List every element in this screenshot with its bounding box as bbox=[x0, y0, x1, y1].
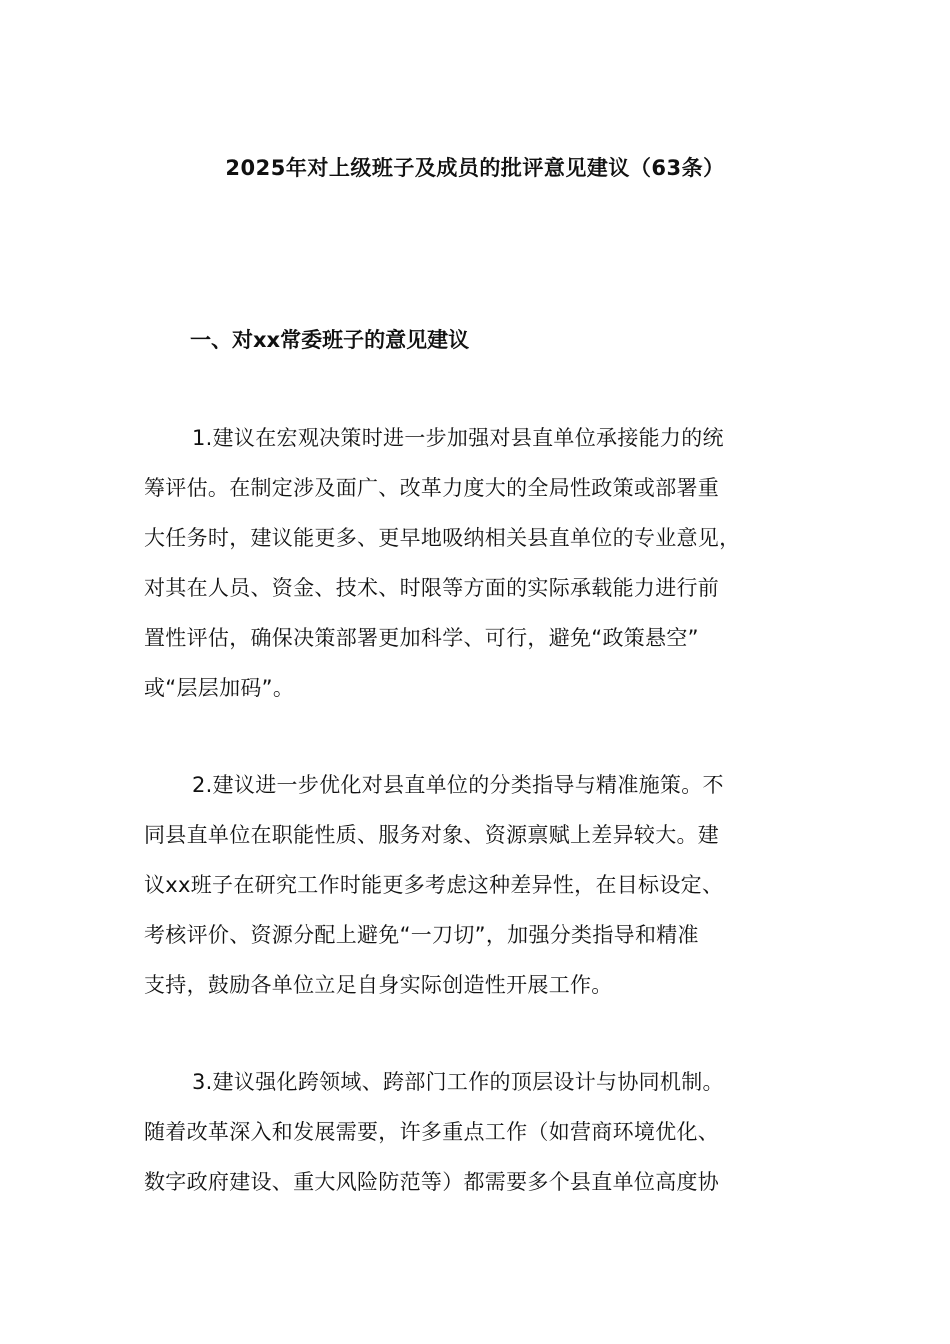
paragraph-line: 对其在人员、资金、技术、时限等方面的实际承载能力进行前 bbox=[144, 576, 720, 600]
paragraph-1 bbox=[144, 413, 810, 713]
paragraph-line: 支持，鼓励各单位立足自身实际创造性开展工作。 bbox=[144, 973, 613, 997]
paragraph-line: 2.建议进一步优化对县直单位的分类指导与精准施策。不 bbox=[192, 773, 724, 797]
paragraph-line: 议xx班子在研究工作时能更多考虑这种差异性，在目标设定、 bbox=[144, 873, 724, 897]
paragraph-line: 筹评估。在制定涉及面广、改革力度大的全局性政策或部署重 bbox=[144, 476, 720, 500]
paragraph-2 bbox=[144, 760, 810, 1010]
paragraph-line: 大任务时，建议能更多、更早地吸纳相关县直单位的专业意见， bbox=[144, 526, 741, 550]
paragraph-line: 随着改革深入和发展需要，许多重点工作（如营商环境优化、 bbox=[144, 1120, 720, 1144]
paragraph-line: 1.建议在宏观决策时进一步加强对县直单位承接能力的统 bbox=[192, 426, 724, 450]
paragraph-line: 考核评价、资源分配上避免“一刀切”，加强分类指导和精准 bbox=[144, 923, 699, 947]
section-heading: 一、对xx常委班子的意见建议 bbox=[190, 328, 470, 352]
paragraph-line: 同县直单位在职能性质、服务对象、资源禀赋上差异较大。建 bbox=[144, 823, 720, 847]
paragraph-line: 置性评估，确保决策部署更加科学、可行，避免“政策悬空” bbox=[144, 626, 699, 650]
paragraph-line: 数字政府建设、重大风险防范等）都需要多个县直单位高度协 bbox=[144, 1170, 720, 1194]
paragraph-line: 或“层层加码”。 bbox=[144, 676, 295, 700]
document-title: 2025年对上级班子及成员的批评意见建议（63条） bbox=[225, 156, 725, 180]
paragraph-3 bbox=[144, 1057, 810, 1207]
paragraph-line: 3.建议强化跨领域、跨部门工作的顶层设计与协同机制。 bbox=[192, 1070, 724, 1094]
